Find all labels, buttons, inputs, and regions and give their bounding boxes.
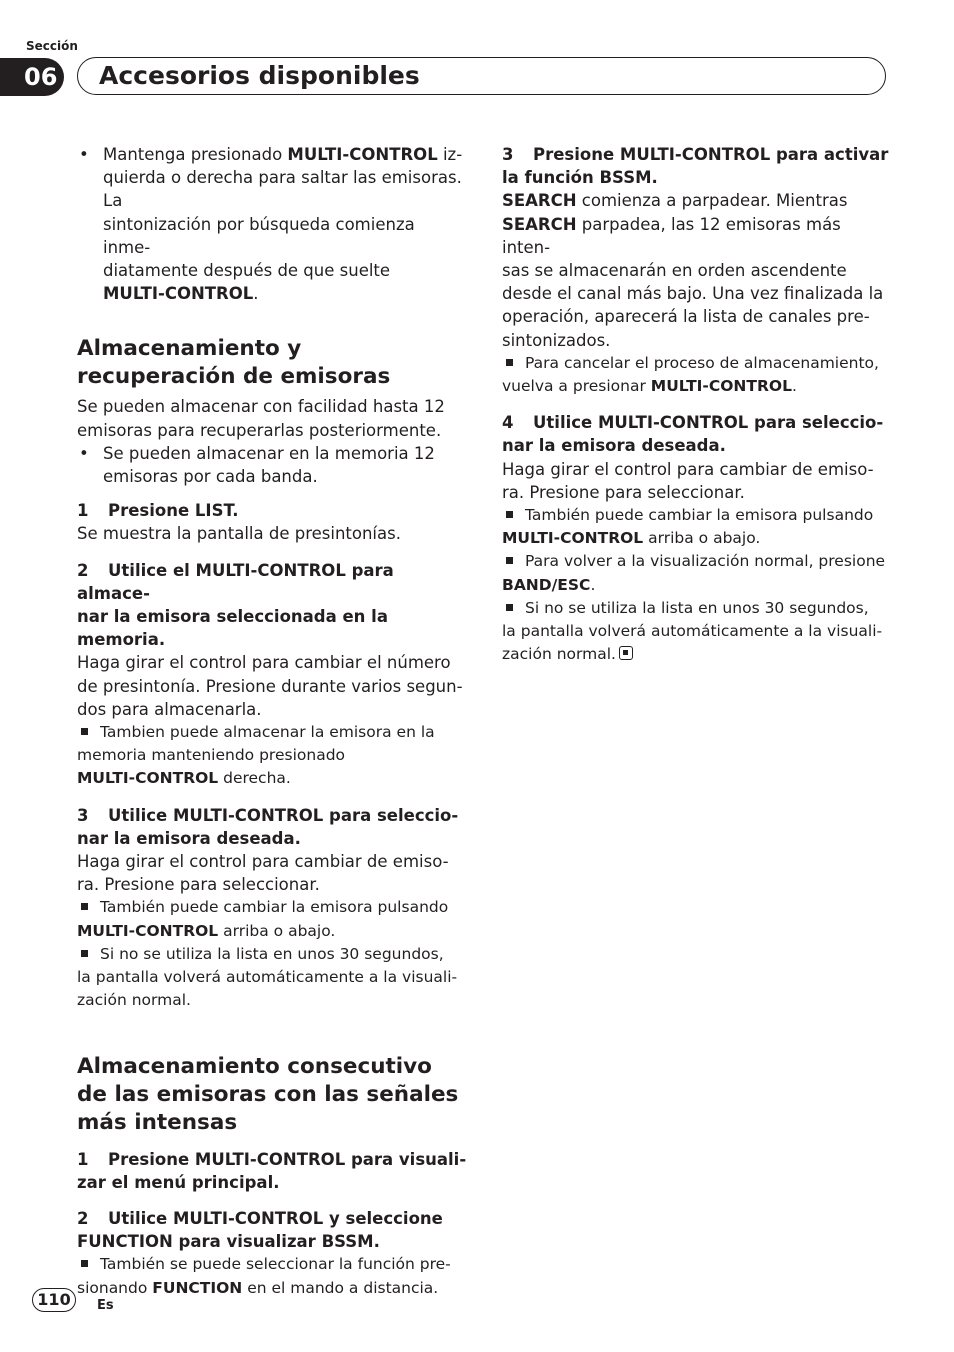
text-line: quierda o derecha para saltar las emisoras. La (103, 168, 462, 211)
step-heading: nar la emisora deseada. (77, 828, 301, 848)
text-line: MULTI-CONTROL. (103, 284, 259, 304)
note-line: Tambien puede almacenar la emisora en la (77, 721, 467, 744)
end-mark-icon (619, 646, 633, 660)
page-title: Accesorios disponibles (99, 61, 420, 90)
note-square-icon (506, 557, 513, 564)
note-line: BAND/ESC. (502, 575, 596, 594)
step-heading: nar la emisora deseada. (502, 436, 726, 456)
step-heading: la función BSSM. (502, 168, 658, 188)
page-number: 110 (32, 1288, 76, 1312)
note-line: Para cancelar el proceso de almacenamiento, (502, 352, 892, 375)
text-line: ra. Presione para seleccionar. (77, 875, 320, 895)
note-line: También se puede seleccionar la función pre- (77, 1253, 467, 1276)
text-line: SEARCH comienza a parpadear. Mientras (502, 191, 848, 211)
seccion-label: Sección (26, 39, 78, 53)
text-line: Haga girar el control para cambiar el número (77, 653, 451, 673)
text-line: operación, aparecerá la lista de canales pre- (502, 307, 870, 327)
note-line: Si no se utiliza la lista en unos 30 segundos, (77, 943, 467, 966)
header-pill (77, 57, 886, 95)
left-column (77, 143, 467, 1300)
bullet-memory (77, 442, 467, 488)
step-heading: 2 Utilice el MULTI-CONTROL para almace- (77, 560, 394, 603)
bullet-skip-stations (77, 143, 467, 305)
text-line: Se pueden almacenar en la memoria 12 (103, 443, 435, 463)
note-line: Si no se utiliza la lista en unos 30 segundos, (502, 597, 892, 620)
text-line: diatamente después de que suelte (103, 261, 391, 281)
text-line: sas se almacenarán en orden ascendente (502, 261, 847, 281)
note-square-icon (81, 903, 88, 910)
text-line: Se pueden almacenar con facilidad hasta 12 (77, 397, 445, 417)
text-line: Mantenga presionado MULTI-CONTROL iz- (103, 145, 463, 164)
note-line: También puede cambiar la emisora pulsando (502, 504, 892, 527)
step-heading: 2 Utilice MULTI-CONTROL y seleccione (77, 1208, 443, 1228)
text-line: de presintonía. Presione durante varios segun- (77, 676, 463, 696)
note-line: zación normal. (77, 991, 191, 1010)
heading-storage: Almacenamiento y recuperación de emisoras (77, 336, 391, 390)
note-square-icon (506, 511, 513, 518)
step-heading: 4 Utilice MULTI-CONTROL para seleccio- (502, 413, 884, 433)
text-line: sintonización por búsqueda comienza inme- (103, 214, 415, 257)
step-heading: nar la emisora seleccionada en la memoria. (77, 607, 388, 650)
language-code: Es (97, 1298, 114, 1313)
text-line: emisoras por cada banda. (103, 467, 318, 487)
bullet-dot-icon: • (79, 443, 89, 463)
note-line: MULTI-CONTROL arriba o abajo. (77, 921, 336, 940)
step-heading: 1 Presione MULTI-CONTROL para visuali- (77, 1149, 467, 1169)
note-square-icon (81, 1260, 88, 1267)
step-heading: 3 Utilice MULTI-CONTROL para seleccio- (77, 805, 459, 825)
note-line: También puede cambiar la emisora pulsando (77, 896, 467, 919)
step-heading: 1 Presione LIST. (77, 501, 239, 521)
bullet-dot-icon: • (79, 145, 89, 164)
text-line: dos para almacenarla. (77, 699, 262, 719)
right-column (502, 143, 892, 666)
step-heading: zar el menú principal. (77, 1172, 280, 1192)
section-number-badge: 06 (0, 58, 64, 96)
heading-bssm: Almacenamiento consecutivo de las emisoras con las señales más intensas (77, 1053, 459, 1135)
note-line: sionando FUNCTION en el mando a distancia. (77, 1278, 439, 1297)
text-line: desde el canal más bajo. Una vez finalizada la (502, 284, 884, 304)
note-line: la pantalla volverá automáticamente a la visuali- (77, 968, 458, 987)
step-heading: FUNCTION para visualizar BSSM. (77, 1232, 380, 1252)
note-square-icon (81, 728, 88, 735)
text-line: Se muestra la pantalla de presintonías. (77, 524, 401, 544)
text-line: Haga girar el control para cambiar de emiso- (502, 459, 874, 479)
note-square-icon (506, 359, 513, 366)
note-square-icon (506, 604, 513, 611)
note-line: vuelva a presionar MULTI-CONTROL. (502, 377, 797, 396)
note-line: MULTI-CONTROL arriba o abajo. (502, 529, 761, 548)
step-heading: 3 Presione MULTI-CONTROL para activar (502, 145, 889, 164)
text-line: Haga girar el control para cambiar de emiso- (77, 852, 449, 872)
note-line: MULTI-CONTROL derecha. (77, 769, 291, 788)
text-line: emisoras para recuperarlas posteriormente. (77, 420, 442, 440)
text-line: ra. Presione para seleccionar. (502, 482, 745, 502)
text-line: SEARCH parpadea, las 12 emisoras más inten- (502, 214, 841, 257)
note-line: memoria manteniendo presionado (77, 746, 346, 765)
note-line: Para volver a la visualización normal, presione (502, 550, 892, 573)
text-line: sintonizados. (502, 330, 611, 350)
note-line: zación normal. (502, 643, 892, 666)
note-square-icon (81, 950, 88, 957)
note-line: la pantalla volverá automáticamente a la visuali- (502, 622, 883, 641)
